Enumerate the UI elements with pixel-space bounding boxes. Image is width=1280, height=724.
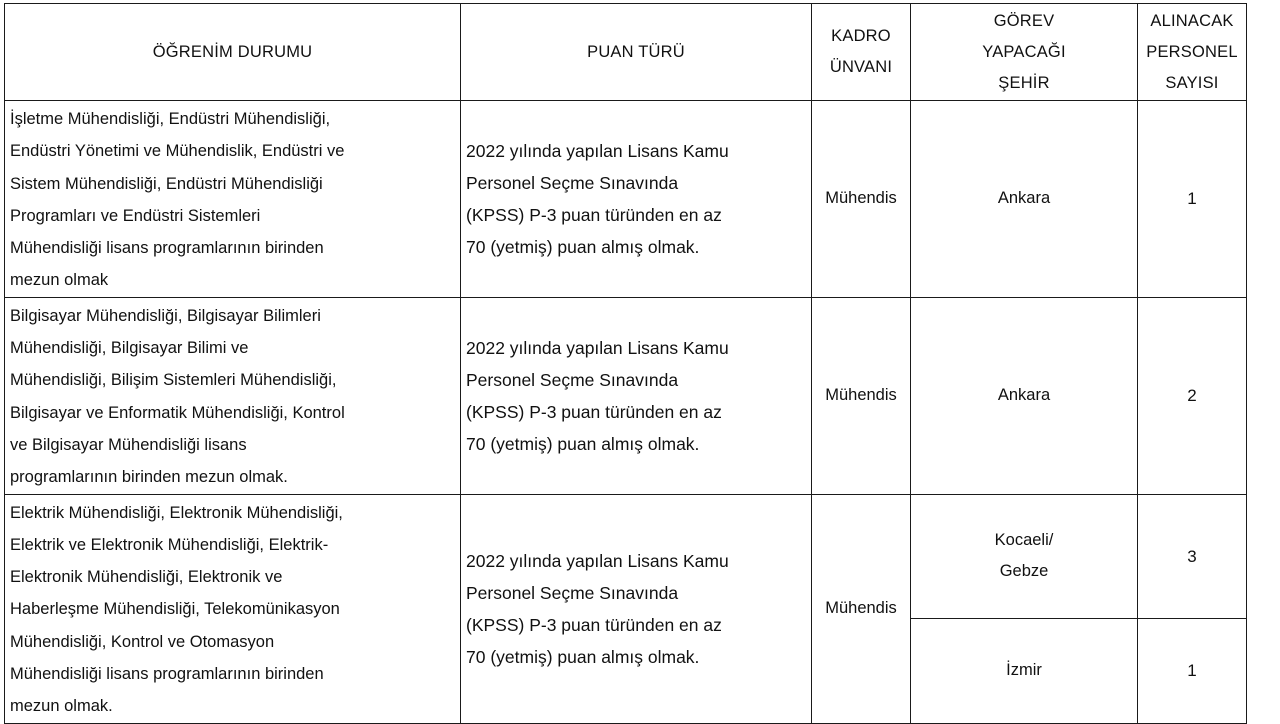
education-line: Mühendisliği lisans programlarının birinden [10, 239, 324, 258]
header-city [911, 4, 1138, 101]
count-cell: 1 [1138, 101, 1247, 298]
header-city-line: ŞEHİR [998, 73, 1050, 92]
education-line: İşletme Mühendisliği, Endüstri Mühendisliği, [10, 110, 331, 128]
education-line: Bilgisayar ve Enformatik Mühendisliği, Kontrol [10, 403, 345, 422]
education-cell [5, 101, 461, 298]
city-cell [911, 494, 1138, 619]
education-line: mezun olmak. [10, 697, 113, 716]
document-page [4, 3, 1247, 724]
header-score-type: PUAN TÜRÜ [461, 4, 812, 101]
title-cell: Mühendis [812, 494, 911, 723]
education-line: mezun olmak [10, 271, 109, 290]
education-line: Programları ve Endüstri Sistemleri [10, 206, 261, 225]
header-row [5, 4, 1247, 101]
table-row [5, 297, 1247, 494]
education-line: ve Bilgisayar Mühendisliği lisans [10, 435, 247, 454]
city-line: Kocaeli/ [994, 531, 1054, 550]
score-line: (KPSS) P-3 puan türünden en az [466, 204, 722, 225]
score-line: 2022 yılında yapılan Lisans Kamu [466, 550, 729, 571]
header-count-line: ALINACAK [1150, 11, 1234, 30]
header-city-line: GÖREV [993, 11, 1055, 30]
score-type-cell [461, 297, 812, 494]
title-cell: Mühendis [812, 297, 911, 494]
education-line: Bilgisayar Mühendisliği, Bilgisayar Bilimleri [10, 306, 321, 325]
score-line: 2022 yılında yapılan Lisans Kamu [466, 140, 729, 161]
header-education: ÖĞRENİM DURUMU [5, 4, 461, 101]
table-row [5, 494, 1247, 619]
header-title-line: KADRO [831, 27, 891, 45]
education-line: Mühendisliği lisans programlarının birinden [10, 665, 324, 684]
score-line: Personel Seçme Sınavında [466, 369, 679, 390]
header-title-line: ÜNVANI [829, 58, 893, 76]
position-table [4, 3, 1247, 724]
count-cell: 3 [1138, 494, 1247, 619]
education-cell [5, 297, 461, 494]
score-line: Personel Seçme Sınavında [466, 582, 679, 603]
city-line: Gebze [999, 562, 1049, 581]
education-cell [5, 494, 461, 723]
score-type-cell [461, 494, 812, 723]
education-line: programlarının birinden mezun olmak. [10, 468, 288, 487]
count-cell: 1 [1138, 619, 1247, 723]
education-line: Endüstri Yönetimi ve Mühendislik, Endüstri ve [10, 142, 345, 161]
score-line: 2022 yılında yapılan Lisans Kamu [466, 337, 729, 358]
city-cell: Ankara [911, 297, 1138, 494]
city-cell: İzmir [911, 619, 1138, 723]
score-line: 70 (yetmiş) puan almış olmak. [466, 433, 700, 454]
header-title [812, 4, 911, 101]
education-line: Elektronik Mühendisliği, Elektronik ve [10, 568, 283, 587]
education-line: Elektrik Mühendisliği, Elektronik Mühendisliği, [10, 503, 343, 522]
education-line: Mühendisliği, Kontrol ve Otomasyon [10, 632, 275, 651]
score-line: (KPSS) P-3 puan türünden en az [466, 401, 722, 422]
header-city-line: YAPACAĞI [982, 42, 1066, 61]
city-cell: Ankara [911, 101, 1138, 298]
header-count-line: PERSONEL [1146, 42, 1238, 61]
score-line: 70 (yetmiş) puan almış olmak. [466, 646, 700, 667]
education-line: Mühendisliği, Bilgisayar Bilimi ve [10, 339, 249, 358]
education-line: Mühendisliği, Bilişim Sistemleri Mühendisliği, [10, 371, 337, 390]
education-line: Sistem Mühendisliği, Endüstri Mühendisliği [10, 174, 323, 193]
table-row [5, 101, 1247, 298]
header-count-line: SAYISI [1165, 73, 1219, 92]
education-line: Elektrik ve Elektronik Mühendisliği, Elektrik- [10, 535, 329, 554]
score-type-cell [461, 101, 812, 298]
title-cell: Mühendis [812, 101, 911, 298]
header-count [1138, 4, 1247, 101]
score-line: (KPSS) P-3 puan türünden en az [466, 614, 722, 635]
score-line: 70 (yetmiş) puan almış olmak. [466, 236, 700, 257]
count-cell: 2 [1138, 297, 1247, 494]
score-line: Personel Seçme Sınavında [466, 172, 679, 193]
education-line: Haberleşme Mühendisliği, Telekomünikasyon [10, 600, 340, 619]
